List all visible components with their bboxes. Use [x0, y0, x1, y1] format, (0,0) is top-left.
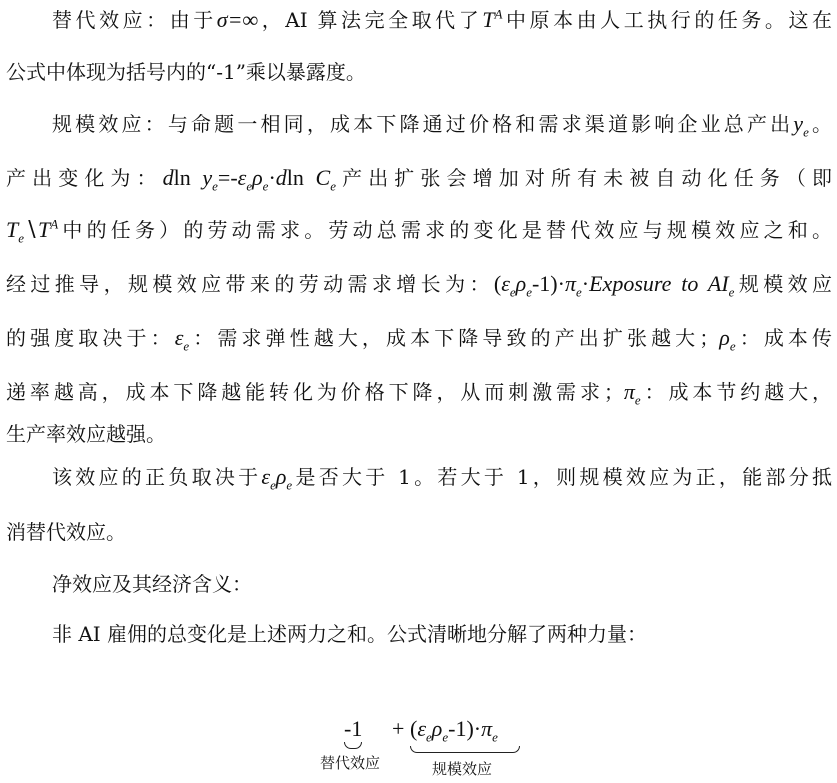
scale-term: $(\varepsilon_e\rho_e-1)\cdot\pi_e$ — [410, 716, 498, 745]
text: ，AI 算法完全取代了 — [258, 8, 483, 32]
text: ：需求弹性越大，成本下降导致的产出扩张越大； — [189, 326, 720, 350]
text: 的强度取决于： — [6, 326, 175, 350]
text: 产出扩张会增加对所有未被自动化任务（即 — [335, 166, 833, 190]
math-pi-e: $\pi_e$ — [623, 379, 641, 408]
math-dlny: dln $y_e=-\varepsilon_e\rho_e\cdot dln$ $C_e$ — [162, 165, 336, 194]
para-scale-line-4 — [6, 270, 832, 298]
para-scale-line-2 — [6, 164, 832, 192]
text: 是否大于 1。若大于 1，则规模效应为正，能部分抵 — [292, 465, 832, 489]
text: 该效应的正负取决于 — [52, 465, 262, 489]
net-effect-heading — [52, 570, 832, 598]
text: 非 AI 雇佣的总变化是上述两力之和。公式清晰地分解了两种力量： — [52, 622, 648, 646]
math-eps-e: $\varepsilon_e$ — [174, 325, 190, 354]
text: 中的任务）的劳动需求。劳动总需求的变化是替代效应与规模效应之和。 — [58, 218, 832, 242]
para-sign-line-1 — [52, 463, 832, 491]
text: 公式中体现为括号内的“-1”乘以暴露度。 — [6, 60, 366, 84]
math-labor-growth: $(\varepsilon_e\rho_e-1)\cdot\pi_e\cdot Exposure$ to $AI_e$ — [493, 271, 735, 300]
text: 。 — [808, 112, 833, 136]
substitution-underbrace — [344, 742, 362, 749]
para-substitution-line-2 — [6, 58, 832, 86]
text: 规模效应：与命题一相同，成本下降通过价格和需求渠道影响企业总产出 — [52, 112, 794, 136]
text: 产出变化为： — [6, 166, 163, 190]
text: ：成本节约越大， — [640, 380, 833, 404]
math-Te-minus-TA: $T_e∖T^A$ — [6, 216, 59, 246]
plus-sign: + — [392, 716, 405, 741]
substitution-term: -1 — [344, 716, 363, 741]
text: 净效应及其经济含义： — [52, 572, 252, 596]
para-net-effect — [52, 620, 832, 648]
text: 递率越高，成本下降越能转化为价格下降，从而刺激需求； — [6, 380, 624, 404]
scale-label: 规模效应 — [432, 760, 493, 778]
para-sign-line-2 — [6, 518, 832, 546]
scale-underbrace — [410, 746, 520, 753]
para-scale-line-7 — [6, 420, 832, 448]
substitution-label: 替代效应 — [320, 754, 381, 772]
para-scale-line-1 — [52, 110, 832, 138]
text: 替代效应：由于 — [52, 8, 217, 32]
para-scale-line-5 — [6, 324, 832, 352]
math-eps-rho: $\varepsilon_e\rho_e$ — [261, 464, 293, 493]
para-scale-line-6 — [6, 378, 832, 406]
text: 中原本由人工执行的任务。这在 — [502, 8, 833, 32]
text: 生产率效应越强。 — [6, 422, 166, 446]
text: 消替代效应。 — [6, 520, 126, 544]
para-scale-line-3 — [6, 216, 832, 244]
math-rho-e: $\rho_e$ — [719, 325, 736, 354]
text: ：成本传 — [735, 326, 833, 350]
para-substitution-line-1 — [52, 6, 832, 34]
math-sigma: σ=∞ — [216, 7, 259, 32]
text: 经过推导，规模效应带来的劳动需求增长为： — [6, 272, 494, 296]
text: 规模效应 — [734, 272, 833, 296]
math-TA: $T^A$ — [482, 6, 503, 32]
math-ye: $y_e$ — [793, 111, 809, 140]
